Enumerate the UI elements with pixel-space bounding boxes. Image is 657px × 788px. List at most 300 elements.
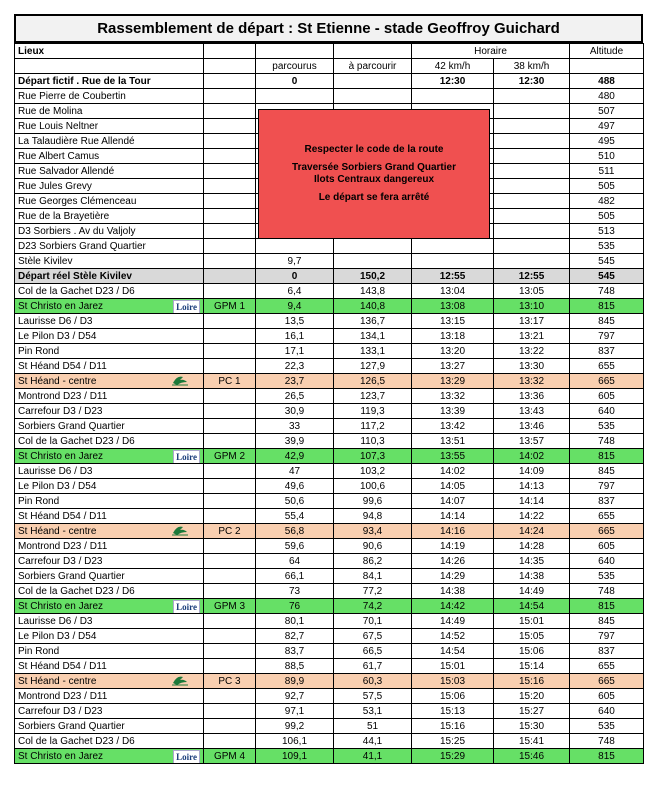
cell-parcourus xyxy=(256,359,334,374)
cell-lieu xyxy=(15,329,204,344)
cell-parcourus-text: 26,5 xyxy=(284,390,305,402)
cell-parcourus-text: 9,7 xyxy=(287,255,302,267)
cell-horaire-38-text: 15:30 xyxy=(518,720,545,732)
cell-parcourus-text: 17,1 xyxy=(284,345,305,357)
cell-altitude-text: 535 xyxy=(598,570,615,582)
cell-a-parcourir-text: 94,8 xyxy=(362,510,383,522)
cell-horaire-42 xyxy=(412,329,494,344)
table-row xyxy=(15,374,644,389)
table-row xyxy=(15,299,644,314)
cell-horaire-42-text: 14:19 xyxy=(439,540,466,552)
cell-parcourus-text: 22,3 xyxy=(284,360,305,372)
cell-lieu-text: St Christo en Jarez xyxy=(18,750,104,762)
cell-lieu xyxy=(15,299,204,314)
cell-horaire-42 xyxy=(412,374,494,389)
cell-parcourus xyxy=(256,719,334,734)
cell-horaire-38-text: 13:22 xyxy=(518,345,545,357)
table-row xyxy=(15,734,644,749)
cell-lieu-text: St Héand D54 / D11 xyxy=(18,660,107,672)
cell-lieu xyxy=(15,179,204,194)
cell-altitude-text: 655 xyxy=(598,660,615,672)
cell-tag xyxy=(204,284,256,299)
cell-parcourus-text: 13,5 xyxy=(284,315,305,327)
table-row xyxy=(15,329,644,344)
cell-horaire-38-text: 14:49 xyxy=(518,585,545,597)
cell-parcourus-text: 50,6 xyxy=(284,495,305,507)
cell-lieu-text: St Héand D54 / D11 xyxy=(18,510,107,522)
cell-parcourus-text: 16,1 xyxy=(284,330,305,342)
cell-parcourus-text: 55,4 xyxy=(284,510,305,522)
cell-horaire-38 xyxy=(494,599,570,614)
cell-altitude xyxy=(570,254,644,269)
cell-tag-text: PC 2 xyxy=(218,525,241,537)
cell-tag xyxy=(204,299,256,314)
cell-horaire-38-text: 13:21 xyxy=(518,330,545,342)
cell-altitude-text: 510 xyxy=(598,150,615,162)
cell-parcourus xyxy=(256,614,334,629)
cell-lieu xyxy=(15,554,204,569)
cell-horaire-42-text: 14:49 xyxy=(439,615,466,627)
cell-tag-text: GPM 3 xyxy=(213,600,246,612)
cell-lieu xyxy=(15,509,204,524)
cell-horaire-38-text: 13:17 xyxy=(518,315,545,327)
cell-horaire-38 xyxy=(494,224,570,239)
cell-a-parcourir-text: 67,5 xyxy=(362,630,383,642)
cell-tag xyxy=(204,704,256,719)
cell-altitude xyxy=(570,419,644,434)
cell-horaire-38 xyxy=(494,329,570,344)
cell-lieu xyxy=(15,224,204,239)
cell-lieu-text: Rue Pierre de Coubertin xyxy=(18,90,126,102)
cell-parcourus xyxy=(256,479,334,494)
cell-altitude-text: 605 xyxy=(598,390,615,402)
cell-horaire-42 xyxy=(412,674,494,689)
cell-altitude xyxy=(570,674,644,689)
cell-horaire-42-text: 15:13 xyxy=(439,705,466,717)
cell-altitude-text: 815 xyxy=(598,600,615,612)
cell-a-parcourir-text: 123,7 xyxy=(359,390,386,402)
cell-a-parcourir xyxy=(334,449,412,464)
loire-logo: Loire xyxy=(173,750,200,764)
table-row xyxy=(15,524,644,539)
cell-altitude-text: 748 xyxy=(598,735,615,747)
cell-horaire-42-text: 14:14 xyxy=(439,510,466,522)
cell-tag xyxy=(204,749,256,764)
cell-horaire-38 xyxy=(494,449,570,464)
cell-parcourus-text: 88,5 xyxy=(284,660,305,672)
cell-parcourus xyxy=(256,74,334,89)
cell-horaire-42-text: 13:39 xyxy=(439,405,466,417)
cell-horaire-38-text: 12:30 xyxy=(518,75,545,87)
cell-parcourus-text: 6,4 xyxy=(287,285,302,297)
cell-horaire-38-text: 14:24 xyxy=(518,525,545,537)
cell-lieu xyxy=(15,614,204,629)
cell-altitude xyxy=(570,284,644,299)
cell-altitude xyxy=(570,494,644,509)
cell-horaire-38-text: 14:38 xyxy=(518,570,545,582)
table-row xyxy=(15,539,644,554)
cell-altitude-text: 535 xyxy=(598,720,615,732)
cell-tag xyxy=(204,554,256,569)
cell-a-parcourir-text: 60,3 xyxy=(362,675,383,687)
table-row xyxy=(15,719,644,734)
cell-horaire-38 xyxy=(494,209,570,224)
cell-horaire-42-text: 12:30 xyxy=(439,75,466,87)
cell-horaire-38-text: 13:43 xyxy=(518,405,545,417)
table-row xyxy=(15,389,644,404)
cell-horaire-38 xyxy=(494,689,570,704)
cell-lieu-text: Sorbiers Grand Quartier xyxy=(18,570,125,582)
cell-lieu xyxy=(15,134,204,149)
cell-altitude-text: 815 xyxy=(598,450,615,462)
cell-horaire-42-text: 15:29 xyxy=(439,750,466,762)
cell-altitude-text: 535 xyxy=(598,240,615,252)
cell-altitude xyxy=(570,209,644,224)
table-row xyxy=(15,509,644,524)
cell-tag xyxy=(204,254,256,269)
table-row xyxy=(15,659,644,674)
cell-horaire-38 xyxy=(494,404,570,419)
table-row xyxy=(15,494,644,509)
cell-parcourus-text: 83,7 xyxy=(284,645,305,657)
cell-tag xyxy=(204,614,256,629)
cell-a-parcourir-text: 66,5 xyxy=(362,645,383,657)
cell-horaire-38 xyxy=(494,149,570,164)
cell-lieu xyxy=(15,644,204,659)
cell-horaire-38-text: 14:35 xyxy=(518,555,545,567)
cell-horaire-38 xyxy=(494,89,570,104)
cell-parcourus xyxy=(256,449,334,464)
cell-tag xyxy=(204,209,256,224)
cell-altitude xyxy=(570,524,644,539)
cell-a-parcourir-text: 93,4 xyxy=(362,525,383,537)
cell-a-parcourir-text: 126,5 xyxy=(359,375,386,387)
cell-parcourus-text: 76 xyxy=(288,600,301,612)
cell-tag xyxy=(204,119,256,134)
cell-altitude xyxy=(570,659,644,674)
cell-tag-text: PC 1 xyxy=(218,375,241,387)
cell-altitude-text: 488 xyxy=(598,75,615,87)
cell-parcourus xyxy=(256,374,334,389)
cell-altitude xyxy=(570,269,644,284)
cell-altitude-text: 640 xyxy=(598,405,615,417)
cell-horaire-42 xyxy=(412,599,494,614)
cell-a-parcourir xyxy=(334,464,412,479)
cell-a-parcourir xyxy=(334,554,412,569)
cell-altitude-text: 748 xyxy=(598,285,615,297)
cell-horaire-42-text: 15:03 xyxy=(439,675,466,687)
cell-horaire-42-text: 13:20 xyxy=(439,345,466,357)
cell-horaire-38 xyxy=(494,749,570,764)
cell-lieu-text: Montrond D23 / D11 xyxy=(18,390,108,402)
page-title: Rassemblement de départ : St Etienne - stade Geoffroy Guichard xyxy=(14,14,643,43)
cell-altitude xyxy=(570,164,644,179)
cell-lieu-text: Col de la Gachet D23 / D6 xyxy=(18,285,135,297)
cell-lieu xyxy=(15,359,204,374)
cell-parcourus xyxy=(256,569,334,584)
cell-a-parcourir xyxy=(334,419,412,434)
cell-altitude-text: 640 xyxy=(598,555,615,567)
cell-lieu-text: Col de la Gachet D23 / D6 xyxy=(18,585,135,597)
cell-a-parcourir-text: 136,7 xyxy=(359,315,386,327)
cell-horaire-42 xyxy=(412,239,494,254)
cell-a-parcourir xyxy=(334,284,412,299)
cell-altitude xyxy=(570,404,644,419)
cell-a-parcourir-text: 86,2 xyxy=(362,555,383,567)
cell-parcourus xyxy=(256,404,334,419)
cell-horaire-38 xyxy=(494,284,570,299)
cell-a-parcourir-text: 133,1 xyxy=(359,345,386,357)
cell-altitude xyxy=(570,89,644,104)
cell-horaire-38-text: 13:36 xyxy=(518,390,545,402)
cell-lieu-text: Rue Georges Clémenceau xyxy=(18,195,137,207)
subheader-blank xyxy=(15,59,204,74)
cell-lieu xyxy=(15,419,204,434)
cell-parcourus xyxy=(256,659,334,674)
cell-parcourus xyxy=(256,704,334,719)
cell-altitude-text: 497 xyxy=(598,120,615,132)
cell-altitude-text: 665 xyxy=(598,675,615,687)
header-speed-38: 38 km/h xyxy=(494,59,570,74)
cell-lieu xyxy=(15,659,204,674)
cell-lieu xyxy=(15,149,204,164)
loire-logo: Loire xyxy=(173,300,200,314)
cell-parcourus-text: 92,7 xyxy=(284,690,305,702)
cell-altitude xyxy=(570,689,644,704)
cell-tag xyxy=(204,599,256,614)
cell-lieu xyxy=(15,254,204,269)
cell-parcourus xyxy=(256,644,334,659)
table-row xyxy=(15,344,644,359)
cell-tag xyxy=(204,239,256,254)
cell-a-parcourir xyxy=(334,584,412,599)
cell-altitude xyxy=(570,194,644,209)
cell-parcourus xyxy=(256,344,334,359)
cell-parcourus-text: 59,6 xyxy=(284,540,305,552)
cell-horaire-38 xyxy=(494,299,570,314)
cell-parcourus xyxy=(256,629,334,644)
cell-tag xyxy=(204,659,256,674)
cell-horaire-42 xyxy=(412,509,494,524)
cell-altitude-text: 837 xyxy=(598,345,615,357)
table-row xyxy=(15,644,644,659)
loire-logo: Loire xyxy=(173,600,200,614)
credit-agricole-logo xyxy=(171,674,189,686)
cell-tag xyxy=(204,404,256,419)
cell-lieu xyxy=(15,404,204,419)
cell-tag xyxy=(204,584,256,599)
cell-a-parcourir-text: 134,1 xyxy=(359,330,386,342)
cell-horaire-38 xyxy=(494,479,570,494)
cell-horaire-38 xyxy=(494,344,570,359)
cell-altitude xyxy=(570,314,644,329)
cell-parcourus xyxy=(256,89,334,104)
cell-altitude-text: 495 xyxy=(598,135,615,147)
cell-horaire-42 xyxy=(412,749,494,764)
cell-lieu-text: Rue Louis Neltner xyxy=(18,120,99,132)
cell-horaire-42-text: 13:42 xyxy=(439,420,466,432)
cell-altitude-text: 511 xyxy=(598,165,615,177)
cell-horaire-42-text: 13:55 xyxy=(439,450,466,462)
cell-horaire-42-text: 15:01 xyxy=(439,660,466,672)
header-blank-2 xyxy=(334,44,412,59)
cell-altitude-text: 535 xyxy=(598,420,615,432)
cell-altitude xyxy=(570,554,644,569)
cell-parcourus xyxy=(256,269,334,284)
cell-a-parcourir-text: 150,2 xyxy=(359,270,386,282)
cell-lieu-text: Le Pilon D3 / D54 xyxy=(18,630,97,642)
cell-tag xyxy=(204,479,256,494)
cell-altitude xyxy=(570,719,644,734)
cell-horaire-42-text: 15:06 xyxy=(439,690,466,702)
cell-a-parcourir xyxy=(334,689,412,704)
cell-altitude xyxy=(570,74,644,89)
cell-altitude xyxy=(570,569,644,584)
cell-horaire-42 xyxy=(412,584,494,599)
header-lieux: Lieux xyxy=(15,44,204,59)
cell-parcourus xyxy=(256,674,334,689)
cell-lieu xyxy=(15,464,204,479)
warning-notice xyxy=(258,109,490,239)
cell-altitude-text: 605 xyxy=(598,690,615,702)
cell-horaire-42 xyxy=(412,629,494,644)
cell-horaire-38 xyxy=(494,659,570,674)
cell-altitude xyxy=(570,509,644,524)
cell-parcourus-text: 80,1 xyxy=(284,615,305,627)
header-parcourus: parcourus xyxy=(256,59,334,74)
cell-altitude xyxy=(570,329,644,344)
cell-horaire-38-text: 15:01 xyxy=(518,615,545,627)
cell-horaire-42-text: 13:51 xyxy=(439,435,466,447)
cell-lieu-text: Laurisse D6 / D3 xyxy=(18,315,93,327)
credit-agricole-logo xyxy=(171,374,189,386)
cell-a-parcourir-text: 99,6 xyxy=(362,495,383,507)
cell-horaire-42-text: 14:16 xyxy=(439,525,466,537)
table-row xyxy=(15,449,644,464)
cell-a-parcourir xyxy=(334,524,412,539)
cell-altitude-text: 655 xyxy=(598,510,615,522)
cell-a-parcourir-text: 143,8 xyxy=(359,285,386,297)
cell-altitude-text: 640 xyxy=(598,705,615,717)
cell-lieu xyxy=(15,539,204,554)
cell-horaire-38-text: 14:28 xyxy=(518,540,545,552)
cell-parcourus-text: 56,8 xyxy=(284,525,305,537)
cell-horaire-42-text: 14:05 xyxy=(439,480,466,492)
cell-tag xyxy=(204,269,256,284)
table-row xyxy=(15,74,644,89)
cell-a-parcourir-text: 140,8 xyxy=(359,300,386,312)
cell-a-parcourir xyxy=(334,434,412,449)
cell-altitude xyxy=(570,704,644,719)
cell-altitude-text: 605 xyxy=(598,540,615,552)
cell-lieu-text: St Héand - centre xyxy=(18,675,97,687)
cell-horaire-38 xyxy=(494,359,570,374)
cell-horaire-38 xyxy=(494,734,570,749)
cell-lieu xyxy=(15,269,204,284)
cell-altitude-text: 482 xyxy=(598,195,615,207)
table-row xyxy=(15,554,644,569)
cell-horaire-42 xyxy=(412,254,494,269)
cell-parcourus xyxy=(256,299,334,314)
cell-lieu xyxy=(15,104,204,119)
table-row xyxy=(15,599,644,614)
cell-altitude-text: 545 xyxy=(598,255,615,267)
cell-altitude-text: 655 xyxy=(598,360,615,372)
cell-lieu xyxy=(15,374,204,389)
cell-lieu-text: St Christo en Jarez xyxy=(18,450,104,462)
cell-lieu-text: St Christo en Jarez xyxy=(18,600,104,612)
cell-lieu xyxy=(15,584,204,599)
cell-parcourus-text: 0 xyxy=(291,270,298,282)
cell-altitude-text: 480 xyxy=(598,90,615,102)
cell-tag xyxy=(204,149,256,164)
cell-horaire-38 xyxy=(494,314,570,329)
cell-horaire-38 xyxy=(494,239,570,254)
cell-altitude xyxy=(570,644,644,659)
cell-horaire-42-text: 14:54 xyxy=(439,645,466,657)
cell-lieu xyxy=(15,449,204,464)
cell-a-parcourir-text: 61,7 xyxy=(362,660,383,672)
cell-lieu-text: Départ réel Stèle Kivilev xyxy=(18,270,132,282)
cell-horaire-42 xyxy=(412,269,494,284)
cell-horaire-38-text: 12:55 xyxy=(518,270,545,282)
cell-horaire-38 xyxy=(494,119,570,134)
cell-altitude xyxy=(570,104,644,119)
cell-lieu-text: D23 Sorbiers Grand Quartier xyxy=(18,240,146,252)
cell-a-parcourir-text: 51 xyxy=(366,720,379,732)
cell-parcourus-text: 89,9 xyxy=(284,675,305,687)
cell-horaire-38 xyxy=(494,194,570,209)
cell-horaire-38 xyxy=(494,524,570,539)
cell-parcourus-text: 33 xyxy=(288,420,301,432)
cell-horaire-42 xyxy=(412,434,494,449)
cell-a-parcourir xyxy=(334,734,412,749)
cell-horaire-38 xyxy=(494,494,570,509)
cell-tag xyxy=(204,359,256,374)
cell-horaire-42 xyxy=(412,344,494,359)
cell-horaire-42-text: 14:42 xyxy=(439,600,466,612)
cell-a-parcourir xyxy=(334,74,412,89)
cell-parcourus-text: 47 xyxy=(288,465,301,477)
header-blank-1 xyxy=(256,44,334,59)
cell-tag xyxy=(204,194,256,209)
cell-altitude xyxy=(570,734,644,749)
cell-tag xyxy=(204,134,256,149)
cell-horaire-38-text: 13:32 xyxy=(518,375,545,387)
cell-altitude xyxy=(570,389,644,404)
cell-horaire-42 xyxy=(412,89,494,104)
table-row xyxy=(15,284,644,299)
cell-lieu xyxy=(15,389,204,404)
cell-lieu xyxy=(15,689,204,704)
cell-lieu xyxy=(15,239,204,254)
table-row xyxy=(15,689,644,704)
cell-altitude-text: 513 xyxy=(598,225,615,237)
cell-lieu-text: Pin Rond xyxy=(18,495,60,507)
cell-lieu-text: La Talaudière Rue Allendé xyxy=(18,135,135,147)
cell-altitude xyxy=(570,224,644,239)
cell-a-parcourir-text: 41,1 xyxy=(362,750,383,762)
cell-horaire-38-text: 15:41 xyxy=(518,735,545,747)
cell-lieu-text: Rue Jules Grevy xyxy=(18,180,92,192)
cell-parcourus xyxy=(256,524,334,539)
cell-lieu-text: Laurisse D6 / D3 xyxy=(18,465,93,477)
cell-a-parcourir-text: 74,2 xyxy=(362,600,383,612)
cell-parcourus xyxy=(256,434,334,449)
cell-horaire-42-text: 14:07 xyxy=(439,495,466,507)
notice-line-4: Le départ se fera arrêté xyxy=(318,192,430,203)
cell-horaire-38 xyxy=(494,74,570,89)
